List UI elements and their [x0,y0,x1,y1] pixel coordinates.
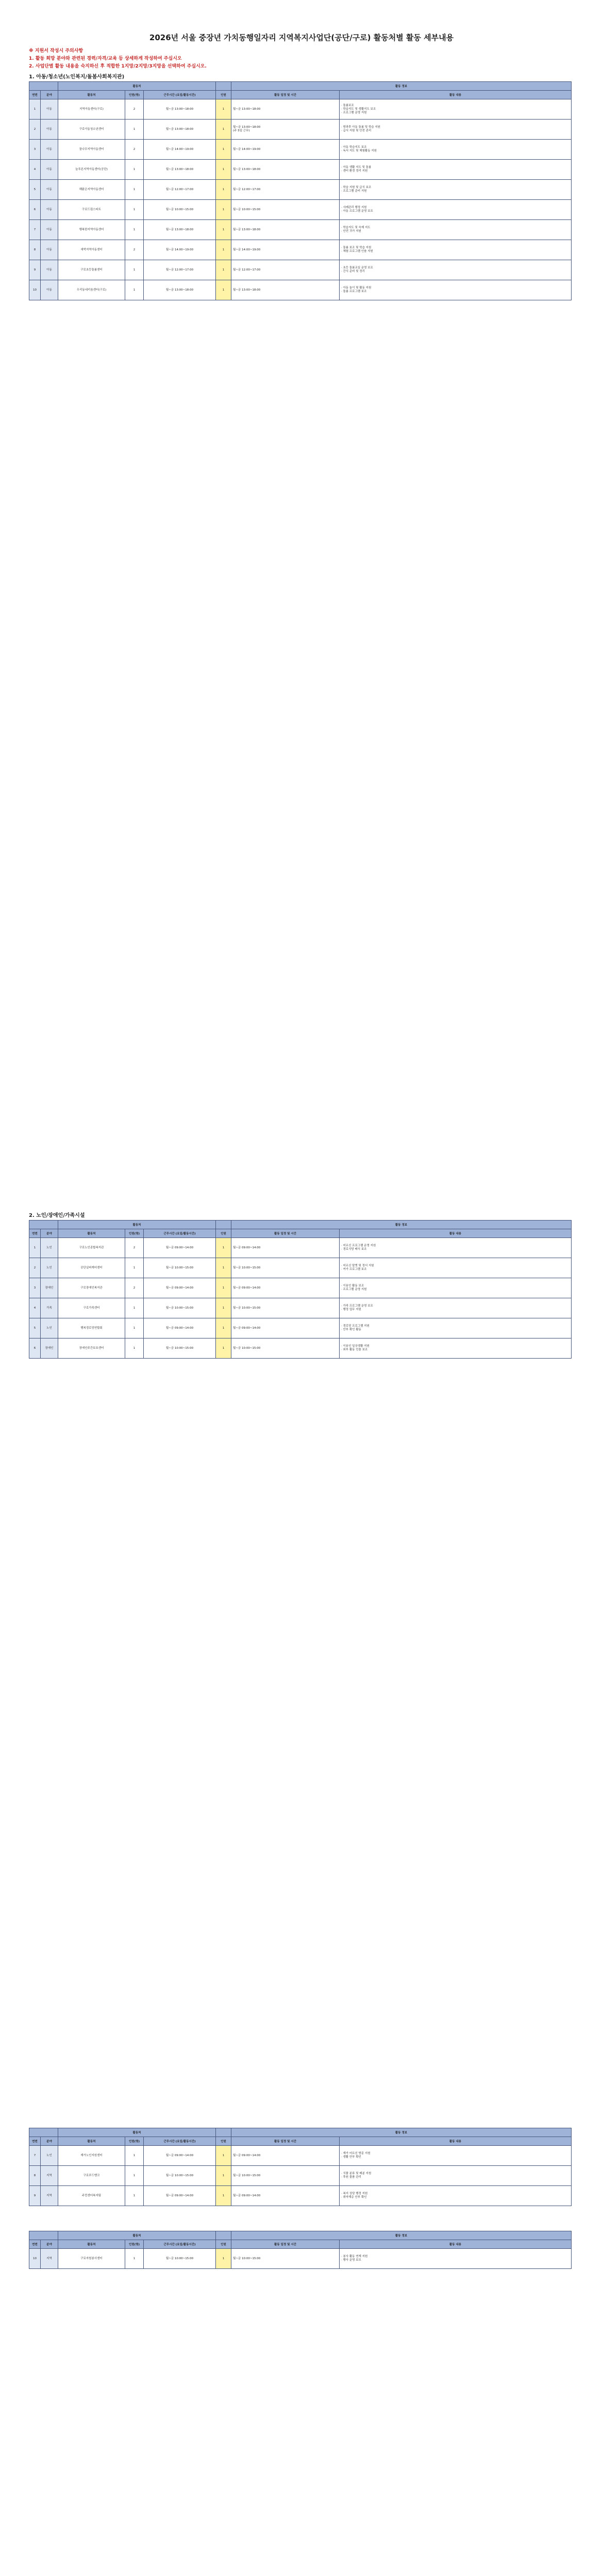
table-row [29,240,572,260]
cell-count: 1 [216,140,231,160]
cell-no: 7 [29,2146,41,2166]
cell-area: 노인 [41,2146,58,2166]
cell-org: 우리동네키움센터(구로) [58,280,125,300]
cell-no: 8 [29,2166,41,2186]
cell-count: 1 [216,260,231,280]
cell-count: 1 [216,1238,231,1258]
header-area: 분야 [41,2240,58,2249]
cell-time: 월~금 13:00~18:00 [144,99,216,120]
cell-no: 4 [29,1298,41,1318]
header-people: 인원(명) [125,1229,144,1238]
section-title: 2. 노인/장애인/가족시설 [29,1213,85,1218]
header-group-detail: 활동 정보 [231,1221,572,1229]
cell-activity: · 복지 상담 행정 지원 · 취약계층 안부 확인 [340,2186,572,2206]
cell-area: 가족 [41,1298,58,1318]
cell-count: 1 [216,2146,231,2166]
cell-time: 월~금 09:00~14:00 [144,2146,216,2166]
cell-time: 월~금 13:00~18:00 [144,280,216,300]
header-blank [29,2231,58,2240]
table-row [29,1338,572,1359]
header-people: 인원(명) [125,2137,144,2146]
cell-schedule: 월~금 12:00~17:00 [231,260,340,280]
cell-activity: · 봉사 활동 연계 지원 · 행사 운영 보조 [340,2249,572,2269]
cell-activity: · 아동 학습지도 보조 · 독서 지도 및 체험활동 지원 [340,140,572,160]
cell-activity: · 초등 돌봄교실 운영 보조 · 간식 준비 및 정리 [340,260,572,280]
header-blank [216,2231,231,2240]
cell-schedule: 월~금 09:00~14:00 [231,1278,340,1298]
cell-count: 1 [216,220,231,240]
header-org: 활동처 [58,1229,125,1238]
table-row [29,1298,572,1318]
header-count: 인원 [216,2240,231,2249]
cell-area: 아동 [41,240,58,260]
cell-people: 2 [125,99,144,120]
cell-area: 아동 [41,200,58,220]
header-activity: 활동 내용 [340,2137,572,2146]
cell-no: 8 [29,240,41,260]
cell-activity: · 어르신 프로그램 운영 지원 · 경로식당 배식 보조 [340,1238,572,1258]
table-row [29,220,572,240]
cell-people: 1 [125,1298,144,1318]
cell-area: 노인 [41,1318,58,1338]
cell-no: 9 [29,2186,41,2206]
cell-schedule: 월~금 09:00~14:00 [231,2186,340,2206]
note-line: 2. 사업단별 활동 내용을 숙지하신 후 적합한 1지망/2지망/3지망을 선택하여 주십시오. [29,64,207,69]
cell-time: 월~금 10:00~15:00 [144,1298,216,1318]
activity-table [29,1220,572,1359]
table-row [29,180,572,200]
cell-no: 1 [29,1238,41,1258]
cell-schedule: 월~금 13:00~18:00 [231,280,340,300]
header-org: 활동처 [58,2240,125,2249]
table-row [29,99,572,120]
cell-area: 아동 [41,280,58,300]
header-count: 인원 [216,2137,231,2146]
cell-org: 새싹지역아동센터 [58,240,125,260]
cell-area: 아동 [41,260,58,280]
activity-table [29,81,572,300]
cell-area: 아동 [41,140,58,160]
header-activity: 활동 내용 [340,91,572,99]
header-no: 연번 [29,1229,41,1238]
cell-no: 5 [29,180,41,200]
header-time: 근무시간 (요일/활동시간) [144,2137,216,2146]
cell-count: 1 [216,2249,231,2269]
cell-people: 2 [125,140,144,160]
header-time: 근무시간 (요일/활동시간) [144,91,216,99]
cell-count: 1 [216,200,231,220]
header-group-org: 활동처 [58,2231,216,2240]
cell-schedule: 월~금 10:00~15:00 [231,200,340,220]
cell-activity: · 가족 프로그램 운영 보조 · 행정 업무 지원 [340,1298,572,1318]
cell-people: 2 [125,1238,144,1258]
table-row [29,200,572,220]
cell-count: 1 [216,99,231,120]
cell-time: 월~금 09:00~14:00 [144,1238,216,1258]
cell-org: 구로아동청소년센터 [58,120,125,140]
header-no: 연번 [29,91,41,99]
cell-org: 구로초등돌봄센터 [58,260,125,280]
header-time: 근무시간 (요일/활동시간) [144,2240,216,2249]
cell-schedule: 월~금 10:00~15:00 [231,2166,340,2186]
cell-no: 5 [29,1318,41,1338]
cell-area: 아동 [41,180,58,200]
cell-no: 10 [29,280,41,300]
header-no: 연번 [29,2137,41,2146]
activity-table [29,2231,572,2269]
cell-area: 지역 [41,2166,58,2186]
cell-no: 6 [29,1338,41,1359]
cell-time: 월~금 14:00~19:00 [144,140,216,160]
cell-activity: · 돌봄 보조 및 학습 지원 · 체험 프로그램 인솔 지원 [340,240,572,260]
cell-people: 1 [125,2249,144,2269]
cell-area: 노인 [41,1238,58,1258]
header-people: 인원(명) [125,91,144,99]
cell-time: 월~금 12:00~17:00 [144,260,216,280]
cell-area: 장애인 [41,1338,58,1359]
header-schedule: 활동 일정 및 시간 [231,91,340,99]
cell-org: 행복한지역아동센터 [58,220,125,240]
header-org: 활동처 [58,2137,125,2146]
cell-schedule: 월~금 14:00~19:00 [231,240,340,260]
cell-schedule: 월~금 13:00~18:00 [231,99,340,120]
cell-schedule: 월~금 13:00~18:00 [231,220,340,240]
cell-org: 해맑은지역아동센터 [58,180,125,200]
cell-count: 1 [216,120,231,140]
cell-people: 1 [125,2186,144,2206]
cell-time: 월~금 09:00~14:00 [144,2186,216,2206]
cell-time: 월~금 10:00~15:00 [144,1338,216,1359]
cell-activity: · 재가 어르신 방문 지원 · 생활 안부 확인 [340,2146,572,2166]
header-people: 인원(명) [125,2240,144,2249]
activity-table [29,2128,572,2206]
header-area: 분야 [41,2137,58,2146]
header-group-detail: 활동 정보 [231,2128,572,2137]
cell-area: 아동 [41,220,58,240]
cell-org: 구로노인종합복지관 [58,1238,125,1258]
cell-schedule: 월~금 10:00~15:00 [231,1298,340,1318]
cell-time: 월~금 09:00~14:00 [144,1318,216,1338]
cell-activity: · 이용인 활동 보조 · 프로그램 운영 지원 [340,1278,572,1298]
header-count: 인원 [216,91,231,99]
table-row [29,2249,572,2269]
cell-time: 월~금 13:00~18:00 [144,220,216,240]
note-line: ※ 지원서 작성시 주의사항 [29,48,83,54]
note-line: 1. 활동 희망 분야와 관련된 경력/자격/교육 등 상세하게 작성하여 주십시오 [29,56,182,61]
cell-schedule: 월~금 09:00~14:00 [231,1238,340,1258]
header-group-org: 활동처 [58,1221,216,1229]
cell-no: 1 [29,99,41,120]
header-blank [29,82,58,91]
header-blank [29,2128,58,2137]
cell-people: 1 [125,200,144,220]
cell-org: 장애인주간보호센터 [58,1338,125,1359]
cell-people: 1 [125,1258,144,1278]
table-row [29,1278,572,1298]
table-row [29,1238,572,1258]
cell-org: 재가노인지원센터 [58,2146,125,2166]
table-row [29,260,572,280]
header-blank [29,1221,58,1229]
cell-area: 노인 [41,1258,58,1278]
cell-org: 지역아동센터(구로) [58,99,125,120]
header-schedule: 활동 일정 및 시간 [231,2240,340,2249]
cell-people: 1 [125,280,144,300]
cell-org: 주민센터복지팀 [58,2186,125,2206]
table-row [29,280,572,300]
cell-time: 월~금 10:00~15:00 [144,2249,216,2269]
cell-count: 1 [216,1318,231,1338]
cell-org: 행복경로당연합회 [58,1318,125,1338]
table-row [29,120,572,140]
cell-people: 1 [125,2166,144,2186]
cell-no: 2 [29,1258,41,1278]
header-area: 분야 [41,91,58,99]
cell-area: 지역 [41,2249,58,2269]
cell-activity: · 이용인 일상생활 지원 · 외부 활동 인솔 보조 [340,1338,572,1359]
header-activity: 활동 내용 [340,1229,572,1238]
cell-time: 월~금 14:00~19:00 [144,240,216,260]
cell-schedule: 월~금 12:00~17:00 [231,180,340,200]
header-activity: 활동 내용 [340,2240,572,2249]
cell-no: 7 [29,220,41,240]
cell-count: 1 [216,240,231,260]
cell-schedule: 월~금 10:00~15:00 [231,2249,340,2269]
cell-area: 지역 [41,2186,58,2206]
cell-count: 1 [216,1338,231,1359]
cell-people: 1 [125,1338,144,1359]
header-count: 인원 [216,1229,231,1238]
cell-time: 월~금 10:00~15:00 [144,2166,216,2186]
cell-count: 1 [216,1278,231,1298]
table-row [29,2166,572,2186]
cell-org: 구로가족센터 [58,1298,125,1318]
cell-no: 9 [29,260,41,280]
cell-no: 4 [29,160,41,180]
cell-no: 3 [29,1278,41,1298]
table-row [29,1318,572,1338]
cell-org: 구로자원봉사센터 [58,2249,125,2269]
cell-schedule: 월~금 13:00~18:00 [231,160,340,180]
cell-time: 월~금 10:00~15:00 [144,200,216,220]
cell-activity: · 식품 분류 및 배분 지원 · 후원 물품 관리 [340,2166,572,2186]
cell-people: 2 [125,240,144,260]
section-title: 1. 아동/청소년(노인복지/돌봄사회복지관) [29,74,125,80]
cell-activity: · 아동 생활 지도 및 돌봄 · 센터 환경 정리 지원 [340,160,572,180]
cell-people: 2 [125,1278,144,1298]
cell-org: 구로장애인복지관 [58,1278,125,1298]
table-row [29,2186,572,2206]
table-row [29,140,572,160]
cell-time: 월~금 09:00~14:00 [144,1278,216,1298]
cell-schedule: 월~금 14:00~19:00 [231,140,340,160]
table-row [29,2146,572,2166]
cell-count: 1 [216,1298,231,1318]
cell-activity: · 사례관리 행정 지원 · 아동 프로그램 운영 보조 [340,200,572,220]
cell-org: 구로푸드뱅크 [58,2166,125,2186]
cell-people: 1 [125,2146,144,2166]
cell-schedule: 월~금 13:00~18:00 (주 5일 근무) [231,120,340,140]
header-group-org: 활동처 [58,2128,216,2137]
cell-time: 월~금 13:00~18:00 [144,120,216,140]
header-blank [216,82,231,91]
cell-area: 아동 [41,99,58,120]
cell-area: 아동 [41,120,58,140]
cell-schedule: 월~금 09:00~14:00 [231,1318,340,1338]
header-org: 활동처 [58,91,125,99]
cell-count: 1 [216,280,231,300]
header-group-org: 활동처 [58,82,216,91]
header-schedule: 활동 일정 및 시간 [231,1229,340,1238]
header-blank [216,1221,231,1229]
cell-activity: · 어르신 말벗 및 정서 지원 · 여가 프로그램 보조 [340,1258,572,1278]
cell-activity: · 방과후 아동 돌봄 및 학습 지원 · 급식 지원 및 안전 관리 [340,120,572,140]
header-schedule: 활동 일정 및 시간 [231,2137,340,2146]
cell-schedule: 월~금 10:00~15:00 [231,1258,340,1278]
cell-time: 월~금 10:00~15:00 [144,1258,216,1278]
cell-count: 1 [216,2186,231,2206]
cell-no: 6 [29,200,41,220]
cell-people: 1 [125,260,144,280]
cell-activity: · 학습 지원 및 급식 보조 · 프로그램 준비 지원 [340,180,572,200]
cell-area: 아동 [41,160,58,180]
cell-count: 1 [216,180,231,200]
cell-activity: · 경로당 프로그램 지원 · 안부 확인 활동 [340,1318,572,1338]
cell-activity: · 학습지도 및 숙제 지도 · 안전 귀가 지원 [340,220,572,240]
header-group-detail: 활동 정보 [231,82,572,91]
header-time: 근무시간 (요일/활동시간) [144,1229,216,1238]
table-row [29,160,572,180]
cell-org: 꿈나무지역아동센터 [58,140,125,160]
document-title: 2026년 서울 중장년 가치동행일자리 지역복지사업단(공단/구로) 활동처별 활동 세부내용 [149,33,454,42]
cell-count: 1 [216,160,231,180]
cell-time: 월~금 12:00~17:00 [144,180,216,200]
cell-count: 1 [216,2166,231,2186]
cell-activity: · 아동 놀이 및 활동 지원 · 돌봄 프로그램 보조 [340,280,572,300]
cell-people: 1 [125,1318,144,1338]
cell-org: 늘푸른지역아동센터(공단) [58,160,125,180]
cell-no: 10 [29,2249,41,2269]
cell-area: 장애인 [41,1278,58,1298]
header-group-detail: 활동 정보 [231,2231,572,2240]
cell-people: 1 [125,220,144,240]
table-row [29,1258,572,1278]
cell-count: 1 [216,1258,231,1278]
notes-box [29,47,207,71]
cell-schedule: 월~금 09:00~14:00 [231,2146,340,2166]
cell-schedule: 월~금 10:00~15:00 [231,1338,340,1359]
header-area: 분야 [41,1229,58,1238]
header-no: 연번 [29,2240,41,2249]
cell-time: 월~금 13:00~18:00 [144,160,216,180]
cell-no: 2 [29,120,41,140]
cell-org: 구로드림스타트 [58,200,125,220]
cell-no: 3 [29,140,41,160]
cell-activity: · 돌봄보조 · 학습지도 및 생활지도 보조 · 프로그램 운영 지원 [340,99,572,120]
cell-org: 공단실버케어센터 [58,1258,125,1278]
cell-people: 1 [125,120,144,140]
cell-people: 1 [125,180,144,200]
cell-people: 1 [125,160,144,180]
header-blank [216,2128,231,2137]
